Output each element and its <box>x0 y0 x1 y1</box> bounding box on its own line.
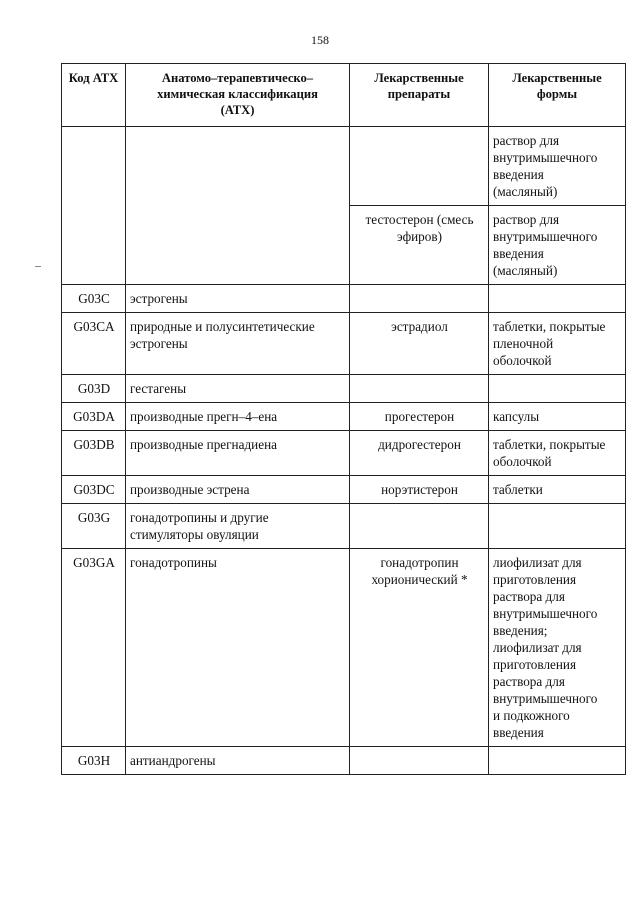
cell-code: G03DC <box>62 476 126 504</box>
table-row <box>62 747 626 775</box>
cell-classification: производные прегнадиена <box>126 431 350 476</box>
margin-mark <box>35 266 41 267</box>
table-header-row <box>62 64 626 127</box>
cell-drug: норэтистерон <box>350 476 489 504</box>
table-row <box>62 403 626 431</box>
cell-classification: гонадотропины и другие стимуляторы овуляции <box>126 504 350 549</box>
cell-code: G03DA <box>62 403 126 431</box>
cell-drug: гонадотропин хорионический * <box>350 549 489 747</box>
cell-drug: дидрогестерон <box>350 431 489 476</box>
cell-form: раствор для внутримышечного введения (масляный) <box>489 206 626 285</box>
cell-code-empty <box>62 127 126 285</box>
cell-form: капсулы <box>489 403 626 431</box>
table-row <box>62 375 626 403</box>
cell-code: G03C <box>62 285 126 313</box>
cell-drug <box>350 285 489 313</box>
cell-form <box>489 375 626 403</box>
cell-form <box>489 747 626 775</box>
table-row <box>62 285 626 313</box>
cell-drug <box>350 747 489 775</box>
cell-form: раствор для внутримышечного введения (масляный) <box>489 127 626 206</box>
header-classification: Анатомо–терапевтическо– химическая классификация (АТХ) <box>126 64 350 127</box>
header-forms: Лекарственные формы <box>489 64 626 127</box>
cell-code: G03CA <box>62 313 126 375</box>
cell-classification: природные и полусинтетические эстрогены <box>126 313 350 375</box>
table-row-continuation-1 <box>62 127 626 206</box>
cell-form <box>489 504 626 549</box>
cell-classification: гестагены <box>126 375 350 403</box>
cell-classification: производные эстрена <box>126 476 350 504</box>
cell-classification: гонадотропины <box>126 549 350 747</box>
table-row <box>62 431 626 476</box>
cell-drug <box>350 375 489 403</box>
cell-drug-empty <box>350 127 489 206</box>
cell-code: G03GA <box>62 549 126 747</box>
cell-drug: эстрадиол <box>350 313 489 375</box>
header-drugs: Лекарственные препараты <box>350 64 489 127</box>
cell-form <box>489 285 626 313</box>
cell-form: лиофилизат для приготовления раствора для внутримышечного введения; лиофилизат для приготовления раствора для внутримышечного и подкожного введения <box>489 549 626 747</box>
cell-drug: тестостерон (смесь эфиров) <box>350 206 489 285</box>
cell-drug: прогестерон <box>350 403 489 431</box>
atx-table <box>61 63 626 775</box>
header-code: Код АТХ <box>62 64 126 127</box>
cell-form: таблетки, покрытые пленочной оболочкой <box>489 313 626 375</box>
table-row <box>62 313 626 375</box>
cell-form: таблетки, покрытые оболочкой <box>489 431 626 476</box>
cell-code: G03D <box>62 375 126 403</box>
cell-code: G03H <box>62 747 126 775</box>
cell-classification: эстрогены <box>126 285 350 313</box>
table-row <box>62 504 626 549</box>
page-number: 158 <box>311 33 329 47</box>
cell-form: таблетки <box>489 476 626 504</box>
cell-classification: производные прегн–4–ена <box>126 403 350 431</box>
cell-classification: антиандрогены <box>126 747 350 775</box>
table-row <box>62 476 626 504</box>
cell-classification-empty <box>126 127 350 285</box>
cell-drug <box>350 504 489 549</box>
table-row <box>62 549 626 747</box>
cell-code: G03G <box>62 504 126 549</box>
cell-code: G03DB <box>62 431 126 476</box>
